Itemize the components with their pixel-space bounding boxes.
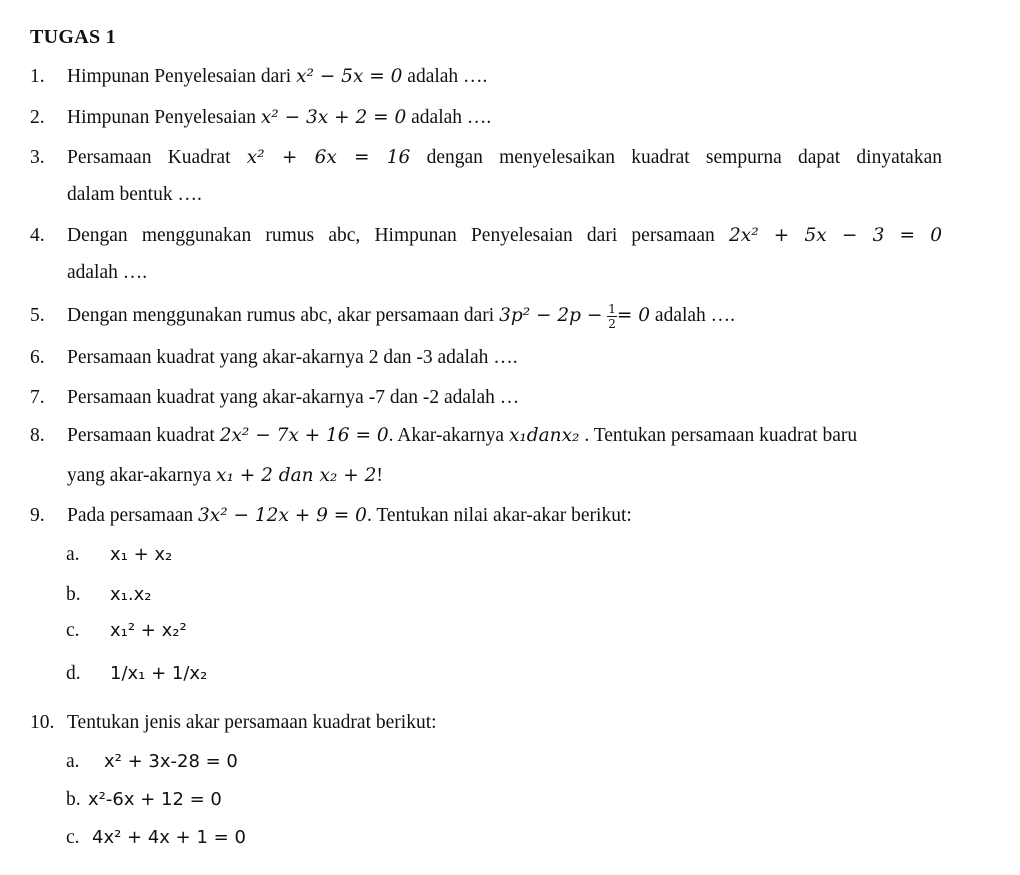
question-number: 6. xyxy=(30,347,45,368)
sub-item-letter: c. xyxy=(66,620,80,641)
question-text: Himpunan Penyelesaian xyxy=(67,107,261,128)
question-5 xyxy=(30,303,735,330)
question-number: 3. xyxy=(30,147,45,168)
question-8-continuation xyxy=(67,465,383,487)
question-4 xyxy=(30,225,942,247)
question-6 xyxy=(30,347,518,369)
question-text: Persamaan Kuadrat xyxy=(67,147,247,168)
sub-item-letter: c. xyxy=(66,827,80,848)
question-text: adalah …. xyxy=(402,66,488,87)
equation: x² − 5x = 0 xyxy=(296,66,403,87)
question-text: ! xyxy=(376,465,383,486)
question-2 xyxy=(30,107,491,129)
equation-part: 3p² − 2p − xyxy=(499,304,603,326)
expression: 1/x₁ + 1/x₂ xyxy=(110,663,208,684)
question-text: Dengan menggunakan rumus abc, akar persamaan dari xyxy=(67,304,500,326)
expression: x₁.x₂ xyxy=(110,584,152,605)
question-text: Pada persamaan xyxy=(67,505,199,526)
sub-item xyxy=(66,827,246,849)
question-number: 8. xyxy=(30,425,45,446)
fraction xyxy=(607,303,617,330)
question-4-continuation: adalah …. xyxy=(67,262,148,283)
question-1 xyxy=(30,66,487,88)
question-9 xyxy=(30,505,632,527)
question-text: . Akar-akarnya xyxy=(388,425,509,446)
page-title: TUGAS 1 xyxy=(30,26,117,48)
equation: x₁ + 2 dan x₂ + 2 xyxy=(216,465,377,486)
question-8 xyxy=(30,425,857,447)
sub-item-letter: a. xyxy=(66,544,80,565)
question-10 xyxy=(30,712,437,734)
equation: x² + 6x = 16 xyxy=(246,147,411,168)
equation: 3x² − 12x + 9 = 0 xyxy=(198,505,367,526)
question-number: 2. xyxy=(30,107,45,128)
question-3 xyxy=(30,147,942,169)
sub-item xyxy=(66,620,187,642)
sub-item xyxy=(66,751,238,773)
question-3-continuation: dalam bentuk …. xyxy=(67,184,202,205)
question-text: Persamaan kuadrat xyxy=(67,425,220,446)
question-number: 4. xyxy=(30,225,45,246)
question-number: 1. xyxy=(30,66,45,87)
question-text: Himpunan Penyelesaian dari xyxy=(67,66,297,87)
question-text: Persamaan kuadrat yang akar-akarnya 2 dan -3 adalah …. xyxy=(67,347,518,368)
question-text: adalah …. xyxy=(650,304,736,326)
question-text: adalah …. xyxy=(406,107,492,128)
sub-item xyxy=(66,789,222,811)
expression: x² + 3x-28 = 0 xyxy=(104,751,238,772)
equation: x² − 3x + 2 = 0 xyxy=(260,107,407,128)
question-number: 7. xyxy=(30,387,45,408)
expression: 4x² + 4x + 1 = 0 xyxy=(92,827,246,848)
question-text: yang akar-akarnya xyxy=(67,465,217,486)
question-text: dengan menyelesaikan kuadrat sempurna dapat dinyatakan xyxy=(410,147,942,168)
sub-item-letter: b. xyxy=(66,584,81,605)
sub-item-letter: d. xyxy=(66,663,81,684)
sub-item-letter: a. xyxy=(66,751,80,772)
expression: x²-6x + 12 = 0 xyxy=(88,789,222,810)
sub-item xyxy=(66,584,151,606)
question-number: 9. xyxy=(30,505,45,526)
question-text: . Tentukan nilai akar-akar berikut: xyxy=(366,505,632,526)
sub-item xyxy=(66,544,172,566)
equation: 2x² + 5x − 3 = 0 xyxy=(729,225,943,246)
question-text: . Tentukan persamaan kuadrat baru xyxy=(579,425,858,446)
question-7 xyxy=(30,387,519,409)
equation-part: = 0 xyxy=(616,304,651,326)
sub-item-letter: b. xyxy=(66,789,81,810)
question-text: Tentukan jenis akar persamaan kuadrat berikut: xyxy=(67,712,437,733)
expression: x₁² + x₂² xyxy=(110,620,187,641)
question-number: 5. xyxy=(30,304,45,326)
question-number: 10. xyxy=(30,712,55,733)
expression: x₁ + x₂ xyxy=(110,544,173,565)
sub-item xyxy=(66,663,207,685)
question-text: Persamaan kuadrat yang akar-akarnya -7 dan -2 adalah … xyxy=(67,387,520,408)
fraction-denominator: 2 xyxy=(608,317,616,331)
question-text: Dengan menggunakan rumus abc, Himpunan Penyelesaian dari persamaan xyxy=(67,225,729,246)
fraction-numerator: 1 xyxy=(608,302,616,316)
roots-expression: x₁danx₂ xyxy=(508,425,580,446)
equation: 2x² − 7x + 16 = 0 xyxy=(219,425,389,446)
